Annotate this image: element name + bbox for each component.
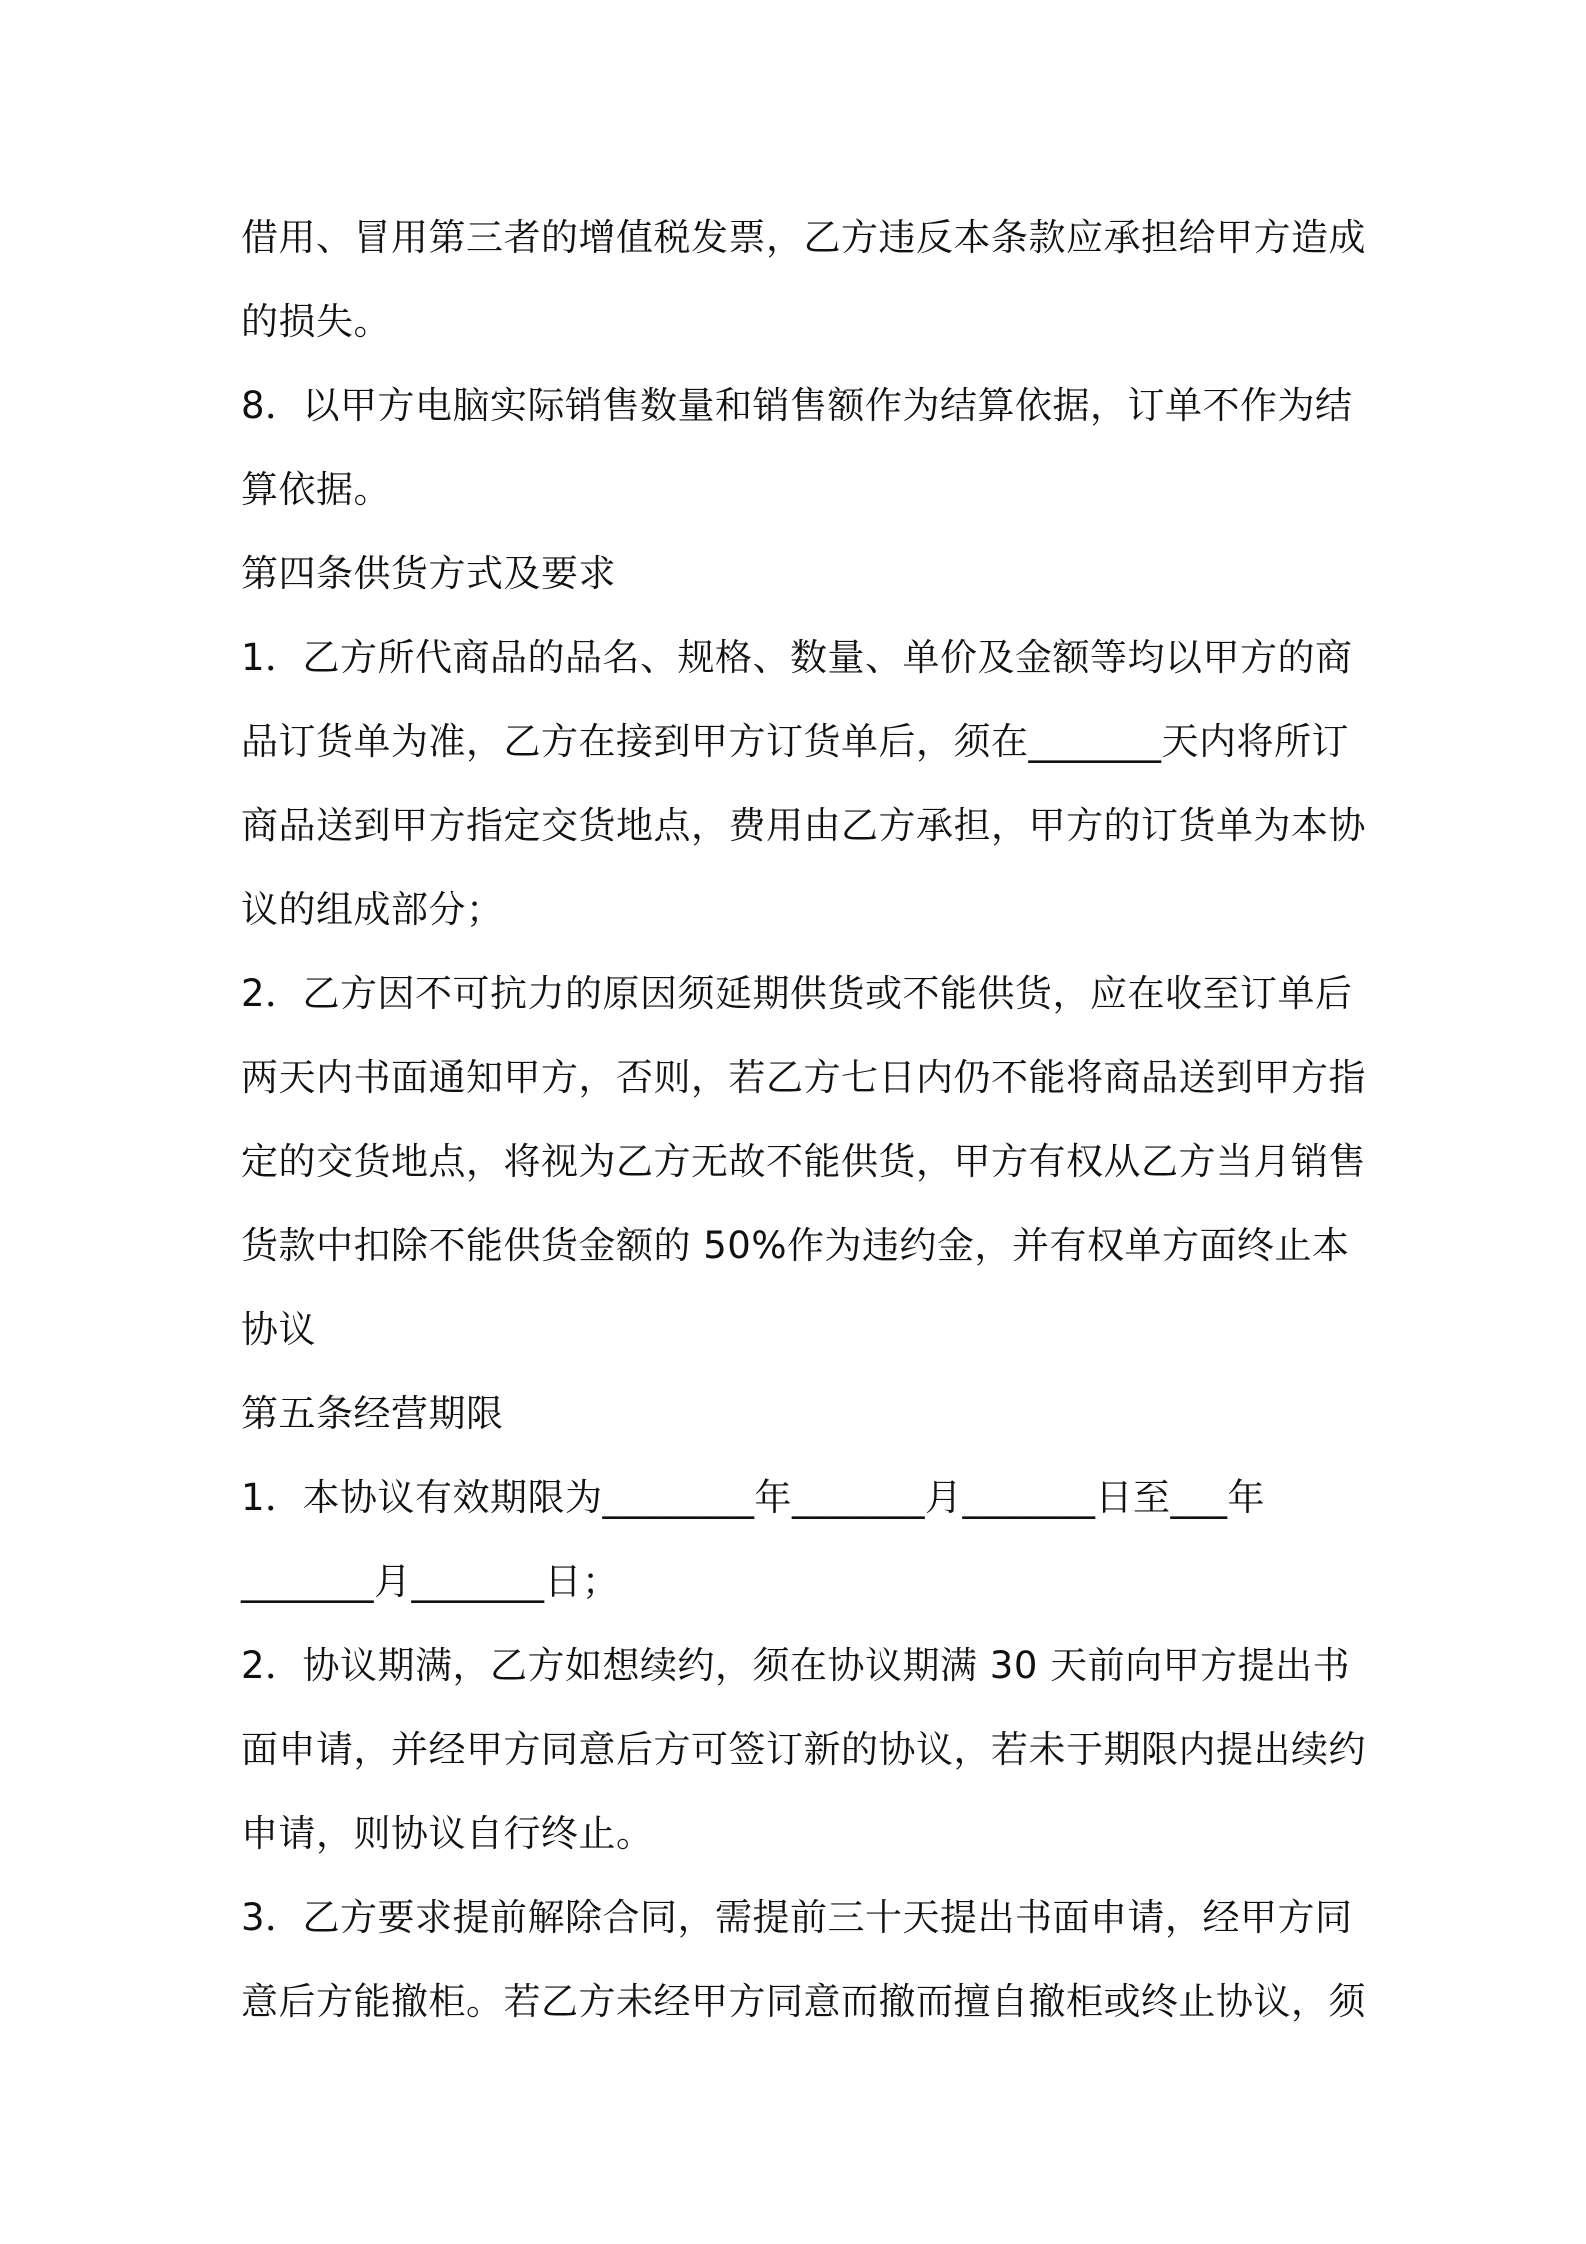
text-line: 的损失。: [241, 300, 391, 343]
text-line: 议的组成部分；: [241, 888, 504, 931]
text-line: 定的交货地点，将视为乙方无故不能供货，甲方有权从乙方当月销售: [241, 1140, 1366, 1183]
paragraph-renewal: [241, 1624, 1366, 1876]
text-line: 1．乙方所代商品的品名、规格、数量、单价及金额等均以甲方的商: [241, 636, 1353, 679]
text-line: 意后方能撤柜。若乙方未经甲方同意而撤而擅自撤柜或终止协议，须: [241, 1980, 1366, 2023]
heading-line: 第四条供货方式及要求: [241, 552, 616, 595]
text-line: 协议: [241, 1308, 316, 1351]
text-line: 两天内书面通知甲方，否则，若乙方七日内仍不能将商品送到甲方指: [241, 1056, 1366, 1099]
paragraph-invoice-loss: [241, 196, 1366, 364]
text-line: 借用、冒用第三者的增值税发票，乙方违反本条款应承担给甲方造成: [241, 216, 1366, 259]
text-line: 申请，则协议自行终止。: [241, 1812, 654, 1855]
text-line: 8．以甲方电脑实际销售数量和销售额作为结算依据，订单不作为结: [241, 384, 1353, 427]
document-body: [241, 196, 1366, 2044]
text-line: 品订货单为准，乙方在接到甲方订货单后，须在_______天内将所订: [241, 720, 1349, 763]
heading-line: 第五条经营期限: [241, 1392, 504, 1435]
paragraph-early-termination: [241, 1876, 1366, 2044]
text-line: 面申请，并经甲方同意后方可签订新的协议，若未于期限内提出续约: [241, 1728, 1366, 1771]
text-line: 商品送到甲方指定交货地点，费用由乙方承担，甲方的订货单为本协: [241, 804, 1366, 847]
paragraph-validity-period: [241, 1456, 1361, 1624]
text-line: 算依据。: [241, 468, 391, 511]
section-heading-article-5: [241, 1372, 1361, 1456]
text-line: 2．乙方因不可抗力的原因须延期供货或不能供货，应在收至订单后: [241, 972, 1353, 1015]
text-line: _______月_______日；: [241, 1560, 620, 1603]
text-line: 货款中扣除不能供货金额的 50%作为违约金，并有权单方面终止本: [241, 1224, 1350, 1267]
paragraph-force-majeure: [241, 952, 1366, 1372]
text-line: 3．乙方要求提前解除合同，需提前三十天提出书面申请，经甲方同: [241, 1896, 1353, 1939]
paragraph-settlement-basis: [241, 364, 1361, 532]
text-line: 2．协议期满，乙方如想续约，须在协议期满 30 天前向甲方提出书: [241, 1644, 1351, 1687]
section-heading-article-4: [241, 532, 1361, 616]
paragraph-order-delivery: [241, 616, 1366, 952]
text-line: 1．本协议有效期限为________年_______月_______日至___年: [241, 1476, 1266, 1519]
